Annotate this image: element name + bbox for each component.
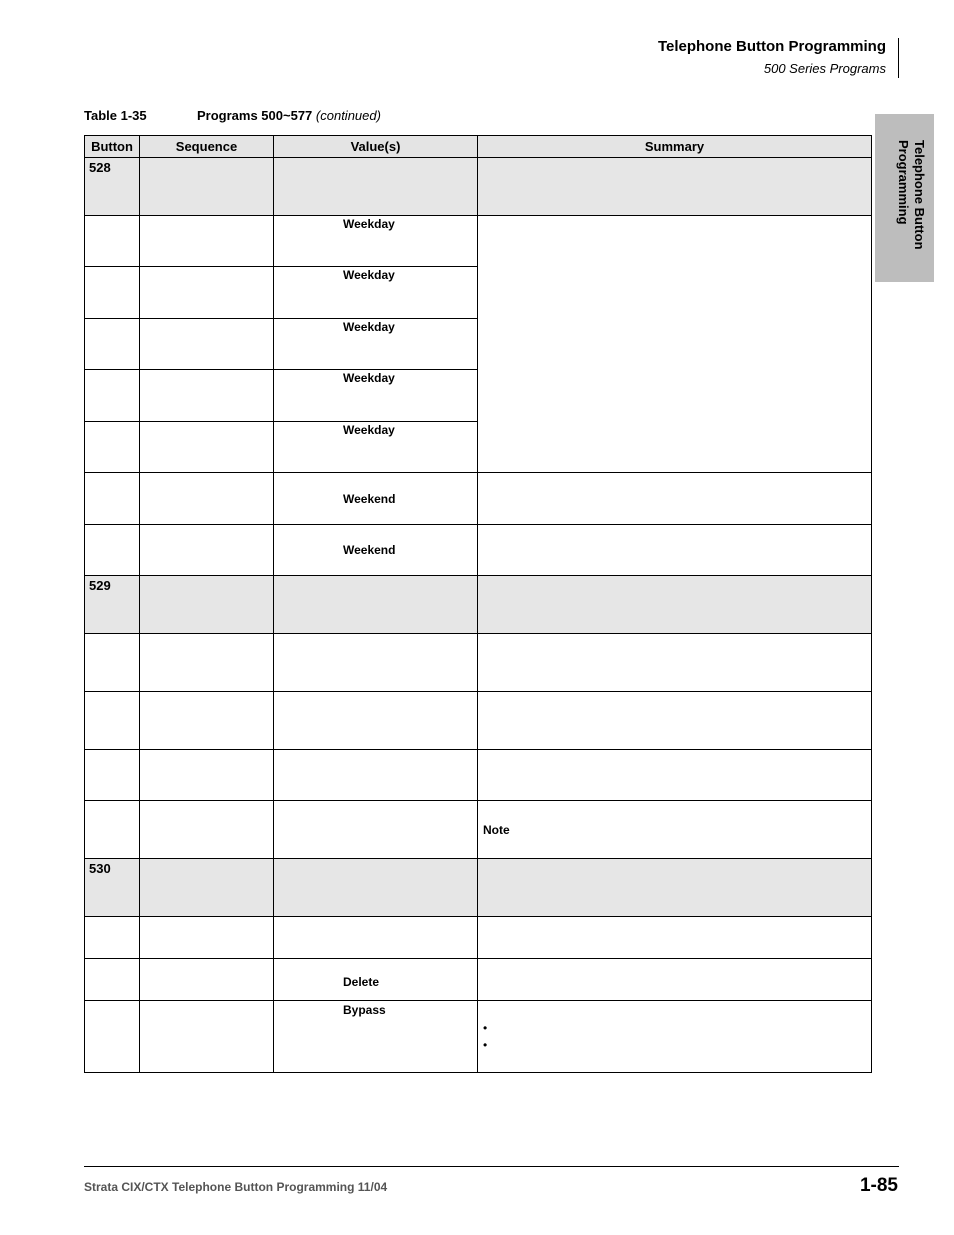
values-cell <box>274 319 478 370</box>
sequence-cell <box>140 422 274 473</box>
sequence-cell <box>140 750 274 801</box>
values-cell <box>274 859 478 917</box>
button-cell <box>85 422 140 473</box>
button-cell <box>85 634 140 692</box>
summary-cell-merged <box>478 216 872 473</box>
table-row <box>85 750 872 801</box>
table-row <box>85 1001 872 1073</box>
weekday-label: Weekday <box>343 371 395 385</box>
sequence-cell <box>140 158 274 216</box>
table-row <box>85 473 872 525</box>
values-cell <box>274 473 478 525</box>
weekday-label: Weekday <box>343 423 395 437</box>
footer-divider <box>84 1166 899 1167</box>
sequence-cell <box>140 216 274 267</box>
values-cell <box>274 634 478 692</box>
table-caption-continued: (continued) <box>315 108 381 123</box>
button-cell <box>85 370 140 422</box>
values-cell <box>274 370 478 422</box>
values-cell <box>274 267 478 319</box>
table-row <box>85 525 872 576</box>
footer-document-title: Strata CIX/CTX Telephone Button Programming 11/04 <box>84 1180 388 1194</box>
table-row <box>85 692 872 750</box>
button-cell <box>85 473 140 525</box>
programs-table <box>84 135 872 1073</box>
summary-cell <box>478 692 872 750</box>
list-bullet: • <box>483 1038 488 1052</box>
column-header-button: Button <box>85 136 140 158</box>
summary-cell <box>478 801 872 859</box>
button-cell <box>85 692 140 750</box>
table-caption-label: Table 1-35 <box>84 108 147 123</box>
sequence-cell <box>140 1001 274 1073</box>
list-bullet: • <box>483 1021 488 1035</box>
program-row-529 <box>85 576 872 634</box>
sequence-cell <box>140 859 274 917</box>
section-side-tab <box>875 114 934 282</box>
values-cell <box>274 801 478 859</box>
sequence-cell <box>140 692 274 750</box>
sequence-cell <box>140 319 274 370</box>
weekday-label: Weekday <box>343 320 395 334</box>
weekend-label: Weekend <box>343 543 396 557</box>
table-header-row <box>85 136 872 158</box>
weekday-label: Weekday <box>343 268 395 282</box>
button-cell <box>85 1001 140 1073</box>
values-cell <box>274 1001 478 1073</box>
sequence-cell <box>140 267 274 319</box>
summary-cell <box>478 576 872 634</box>
button-cell <box>85 576 140 634</box>
bypass-label: Bypass <box>343 1003 386 1017</box>
side-tab-line-2: Programming <box>896 140 911 225</box>
table-row <box>85 801 872 859</box>
sequence-cell <box>140 525 274 576</box>
program-number: 528 <box>89 160 111 175</box>
values-cell <box>274 216 478 267</box>
summary-cell <box>478 959 872 1001</box>
summary-cell <box>478 473 872 525</box>
running-header-title: Telephone Button Programming <box>657 38 886 55</box>
summary-cell <box>478 634 872 692</box>
values-cell <box>274 525 478 576</box>
values-cell <box>274 750 478 801</box>
note-label: Note <box>483 822 510 837</box>
delete-label: Delete <box>343 974 380 989</box>
button-cell <box>85 319 140 370</box>
running-header-subtitle: 500 Series Programs <box>763 61 886 76</box>
column-header-summary: Summary <box>478 136 872 158</box>
sequence-cell <box>140 959 274 1001</box>
column-header-values: Value(s) <box>274 136 478 158</box>
button-cell <box>85 158 140 216</box>
table-caption <box>84 108 381 123</box>
values-cell <box>274 917 478 959</box>
summary-cell <box>478 750 872 801</box>
button-cell <box>85 525 140 576</box>
button-cell <box>85 801 140 859</box>
values-cell <box>274 959 478 1001</box>
sequence-cell <box>140 473 274 525</box>
program-number: 530 <box>89 861 111 876</box>
program-number: 529 <box>89 578 111 593</box>
summary-cell <box>478 1001 872 1073</box>
values-cell <box>274 158 478 216</box>
values-cell <box>274 422 478 473</box>
side-tab-label <box>895 140 927 250</box>
sequence-cell <box>140 576 274 634</box>
weekday-label: Weekday <box>343 217 395 231</box>
sequence-cell <box>140 917 274 959</box>
table-row <box>85 959 872 1001</box>
values-cell <box>274 576 478 634</box>
button-cell <box>85 859 140 917</box>
header-divider <box>898 38 899 78</box>
sequence-cell <box>140 801 274 859</box>
button-cell <box>85 267 140 319</box>
button-cell <box>85 959 140 1001</box>
page-number: 1-85 <box>859 1175 898 1196</box>
side-tab-line-1: Telephone Button <box>912 140 927 250</box>
button-cell <box>85 750 140 801</box>
summary-cell <box>478 859 872 917</box>
table-caption-title-group <box>197 108 381 123</box>
button-cell <box>85 917 140 959</box>
table-row <box>85 917 872 959</box>
sequence-cell <box>140 634 274 692</box>
button-cell <box>85 216 140 267</box>
summary-cell <box>478 917 872 959</box>
values-cell <box>274 692 478 750</box>
weekend-label: Weekend <box>343 491 396 506</box>
summary-cell <box>478 525 872 576</box>
program-row-530 <box>85 859 872 917</box>
sequence-cell <box>140 370 274 422</box>
program-row-528 <box>85 158 872 216</box>
table-caption-title: Programs 500~577 <box>197 108 313 123</box>
table-row <box>85 216 872 267</box>
table-row <box>85 634 872 692</box>
column-header-sequence: Sequence <box>140 136 274 158</box>
summary-cell <box>478 158 872 216</box>
